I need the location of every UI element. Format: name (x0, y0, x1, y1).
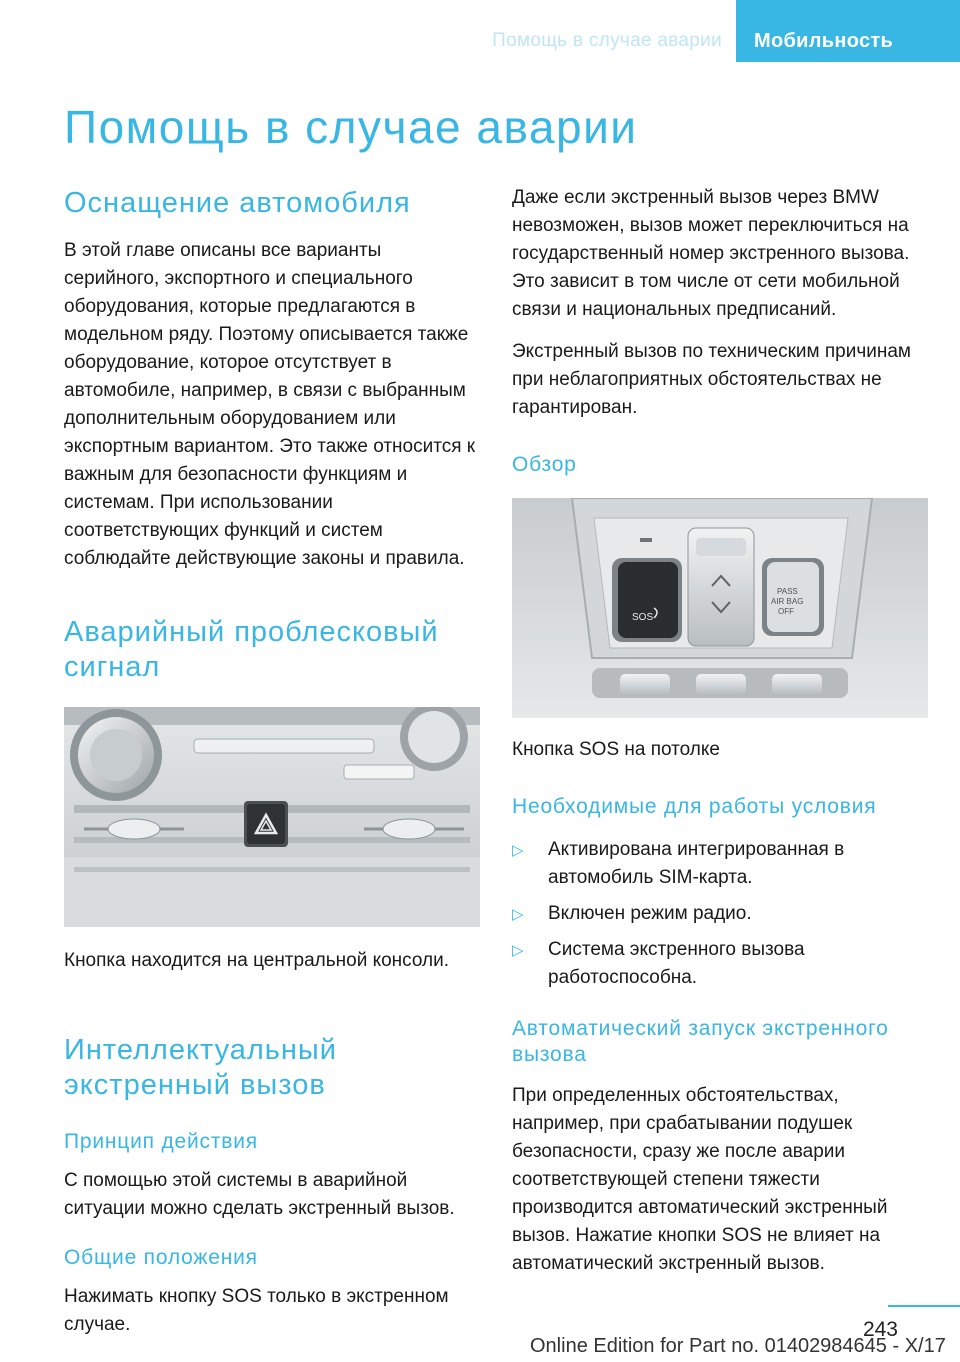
page-number: 243 (862, 1318, 898, 1341)
intro-paragraph-1: Даже если экстренный вызов через BMW невозможен, вызов может переключиться на государственный номер экстренного вызова. Это зависит в том числе от сети мобильной связи и национальных предписаний. (512, 187, 910, 320)
section-tab-mobility[interactable]: Мобильность (736, 0, 960, 62)
overview-heading: Обзор (512, 453, 577, 476)
center-console-figure (64, 707, 480, 927)
conditions-list (512, 836, 932, 992)
roof-console-illustration (512, 498, 928, 718)
bullet-triangle-icon: ▷ (512, 906, 524, 923)
intelligent-call-heading: Интеллектуальный экстренный вызов (64, 1034, 337, 1101)
svg-text:AIR BAG: AIR BAG (771, 597, 804, 606)
intro-paragraph-2: Экстренный вызов по техническим причинам при неблагоприятных обстоятельствах не гарантирован. (512, 341, 911, 418)
hazard-heading: Аварийный проблесковый сигнал (64, 616, 439, 683)
auto-call-body: При определенных обстоятельствах, например, при срабатывании подушек безопасности, сразу же после аварии соответствующей степени тяжести производится автоматический экстренный вызов. Нажатие кнопки SOS не влияет на автоматический экстренный вызов. (512, 1085, 888, 1274)
right-column (512, 180, 932, 1278)
principle-heading: Принцип действия (64, 1130, 258, 1153)
conditions-heading: Необходимые для работы условия (512, 795, 877, 818)
list-item: ▷ Система экстренного вызова работоспособна. (512, 939, 805, 988)
roof-console-figure (512, 498, 928, 718)
svg-text:OFF: OFF (778, 607, 794, 616)
svg-text:PASS: PASS (777, 587, 798, 596)
overview-caption: Кнопка SOS на потолке (512, 739, 720, 760)
footer-accent-line (888, 1305, 960, 1307)
bullet-triangle-icon: ▷ (512, 842, 524, 859)
principle-body: С помощью этой системы в аварийной ситуации можно сделать экстренный вызов. (64, 1170, 455, 1219)
bullet-triangle-icon: ▷ (512, 942, 524, 959)
page-header (0, 0, 960, 62)
general-heading: Общие положения (64, 1246, 258, 1269)
list-item: ▷ Включен режим радио. (512, 900, 932, 928)
general-body: Нажимать кнопку SOS только в экстренном случае. (64, 1286, 449, 1335)
breadcrumb[interactable]: Помощь в случае аварии (492, 30, 722, 51)
left-column (64, 180, 480, 1339)
auto-call-heading: Автоматический запуск экстренного вызова (512, 1017, 889, 1066)
edition-footer: Online Edition for Part no. 01402984645 - X/17 (530, 1335, 946, 1357)
page-title: Помощь в случае аварии (64, 101, 638, 153)
equipment-body: В этой главе описаны все варианты серийного, экспортного и специального оборудования, которые предлагаются в модельном ряду. Поэтому описывается также оборудование, которое отсутствует в автомобиле, например, в связи с выбранным дополнительным оборудованием или экспортным вариантом. Это также относится к важным для безопасности функциям и системам. При использовании соответствующих функций и систем соблюдайте действующие законы и правила. (64, 240, 476, 569)
sos-button-label[interactable]: SOS (632, 612, 654, 623)
hazard-caption: Кнопка находится на центральной консоли. (64, 950, 450, 971)
center-console-illustration (64, 707, 480, 927)
list-item: ▷ Активирована интегрированная в автомобиль SIM-карта. (512, 839, 845, 888)
equipment-heading: Оснащение автомобиля (64, 187, 411, 219)
